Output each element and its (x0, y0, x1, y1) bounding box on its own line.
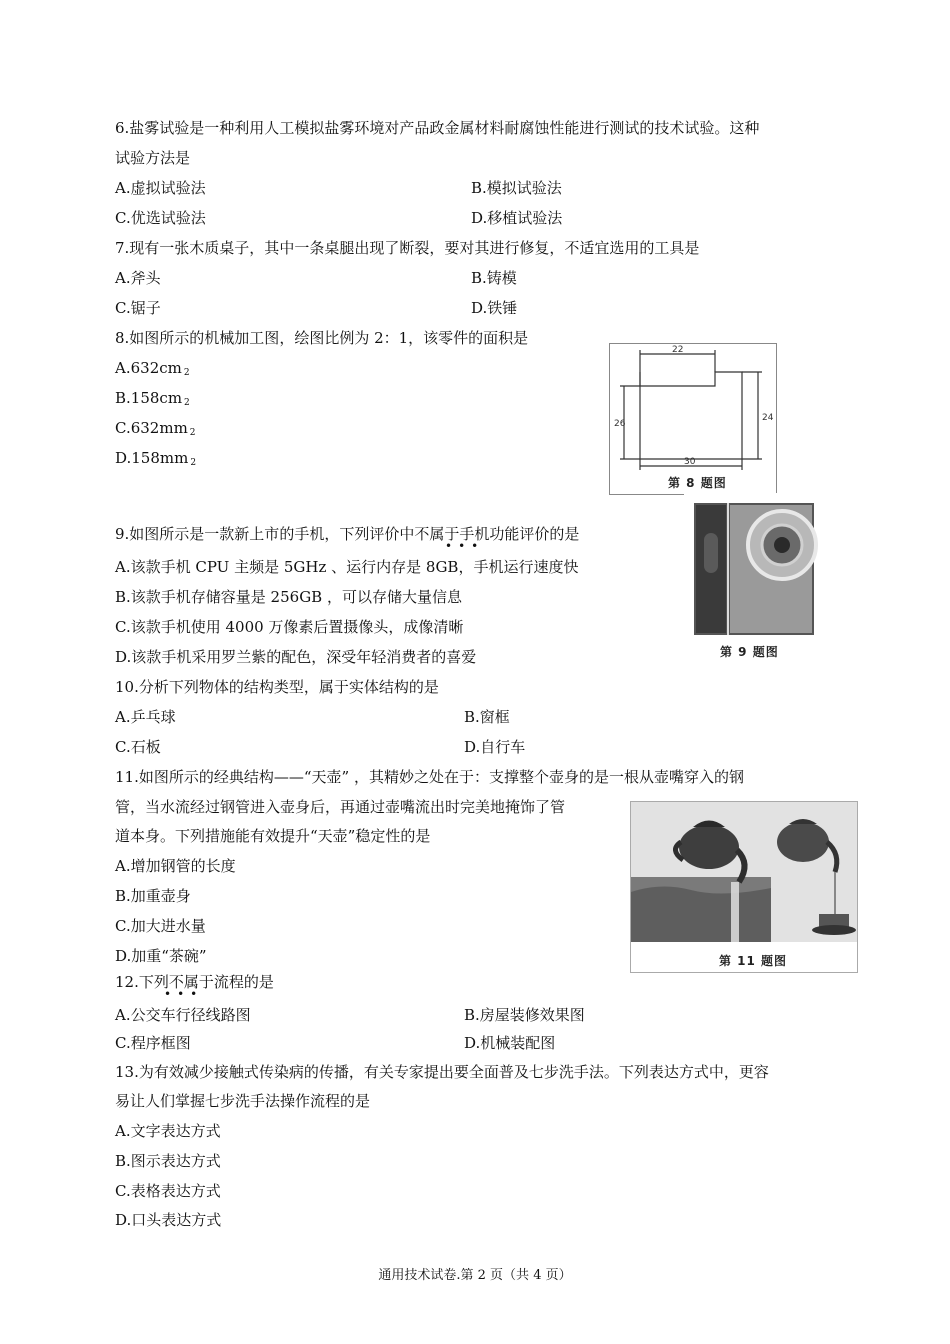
q9-option-c: C.该款手机使用 4000 万像素后置摄像头，成像清晰 (115, 618, 464, 636)
q7-option-b: B.铸模 (471, 269, 517, 287)
q8-drawing-figure (609, 343, 777, 495)
q8-part-drawing (610, 344, 776, 494)
q11-stem-line3: 道本身。下列措施能有效提升“天壶”稳定性的是 (115, 827, 431, 845)
q8-option-c: C.632mm $^2$ (115, 419, 196, 438)
q11-figure-caption: 第 11 题图 (719, 954, 788, 968)
q8-option-b: B.158cm $^2$ (115, 389, 190, 408)
q13-stem-line2: 易让人们掌握七步洗手法操作流程的是 (115, 1092, 371, 1110)
q6-option-d: D.移植试验法 (471, 209, 563, 227)
q7-option-a: A.斧头 (115, 269, 161, 287)
q10-option-d: D.自行车 (464, 738, 526, 756)
q11-option-a: A.增加钢管的长度 (115, 857, 236, 875)
q13-option-a: A.文字表达方式 (115, 1122, 221, 1140)
q11-stem-line1: 11.如图所示的经典结构——“天壶” ，其精妙之处在于：支撑整个壶身的是一根从壶嘴穿入的钢 (115, 768, 744, 786)
q12-option-a: A.公交车行径线路图 (115, 1006, 251, 1024)
q11-option-b: B.加重壶身 (115, 887, 191, 905)
q6-stem-line2: 试验方法是 (115, 149, 191, 167)
q8-figure-caption: 第 8 题图 (668, 476, 727, 490)
q6-stem-line1: 6.盐雾试验是一种利用人工模拟盐雾环境对产品政金属材料耐腐蚀性能进行测试的技术试验。这种 (115, 119, 760, 137)
q10-stem: 10.分析下列物体的结构类型，属于实体结构的是 (115, 678, 439, 696)
q11-teapot-figure (630, 801, 858, 973)
q12-option-d: D.机械装配图 (464, 1034, 556, 1052)
q10-option-b: B.窗框 (464, 708, 510, 726)
q13-option-d: D.口头表达方式 (115, 1211, 222, 1229)
q13-option-b: B.图示表达方式 (115, 1152, 221, 1170)
q10-option-c: C.石板 (115, 738, 161, 756)
q9-option-d: D.该款手机采用罗兰紫的配色，深受年轻消费者的喜爱 (115, 648, 477, 666)
q7-option-c: C.锯子 (115, 299, 161, 317)
dim-top-label: 22 (672, 345, 684, 355)
q11-stem-line2: 管，当水流经过钢管进入壶身后，再通过壶嘴流出时完美地掩饰了管 (115, 798, 566, 816)
q11-option-c: C.加大进水量 (115, 917, 206, 935)
teapot-photo (631, 802, 857, 942)
q6-option-a: A.虚拟试验法 (115, 179, 206, 197)
q12-option-c: C.程序框图 (115, 1034, 191, 1052)
q8-option-a: A.632cm $^2$ (115, 359, 190, 378)
q8-option-d: D.158mm $^2$ (115, 449, 197, 468)
q9-option-b: B.该款手机存储容量是 256GB ，可以存储大量信息 (115, 588, 462, 606)
q12-option-b: B.房屋装修效果图 (464, 1006, 585, 1024)
q11-option-d: D.加重“茶碗” (115, 947, 207, 965)
q13-stem-line1: 13.为有效减少接触式传染病的传播，有关专家提出要全面普及七步洗手法。下列表达方式中，更容 (115, 1063, 769, 1081)
q9-figure-caption: 第 9 题图 (720, 645, 779, 659)
q8-stem: 8.如图所示的机械加工图，绘图比例为 2：1，该零件的面积是 (115, 329, 529, 347)
q7-option-d: D.铁锤 (471, 299, 518, 317)
q13-option-c: C.表格表达方式 (115, 1182, 221, 1200)
page-footer: 通用技术试卷.第 2 页（共 4 页） (378, 1268, 572, 1283)
q9-stem: 9.如图所示是一款新上市的手机，下列评价中不属于手机功能评价的是 (115, 525, 580, 543)
dim-left-label: 26 (614, 419, 626, 429)
dim-bottom-label: 30 (684, 457, 696, 467)
emphasis-dots: ••• (164, 987, 204, 1001)
q7-stem: 7.现有一张木质桌子，其中一条桌腿出现了断裂，要对其进行修复，不适宜选用的工具是 (115, 239, 700, 257)
q6-option-b: B.模拟试验法 (471, 179, 562, 197)
q6-option-c: C.优选试验法 (115, 209, 206, 227)
q10-option-a: A.乒乓球 (115, 708, 176, 726)
q9-phone-figure (684, 493, 824, 669)
q12-stem: 12.下列不属于流程的是 (115, 973, 274, 991)
q9-option-a: A.该款手机 CPU 主频是 5GHz 、运行内存是 8GB，手机运行速度快 (115, 558, 579, 576)
dim-right-label: 24 (762, 413, 774, 423)
emphasis-dots: ••• (445, 539, 485, 553)
